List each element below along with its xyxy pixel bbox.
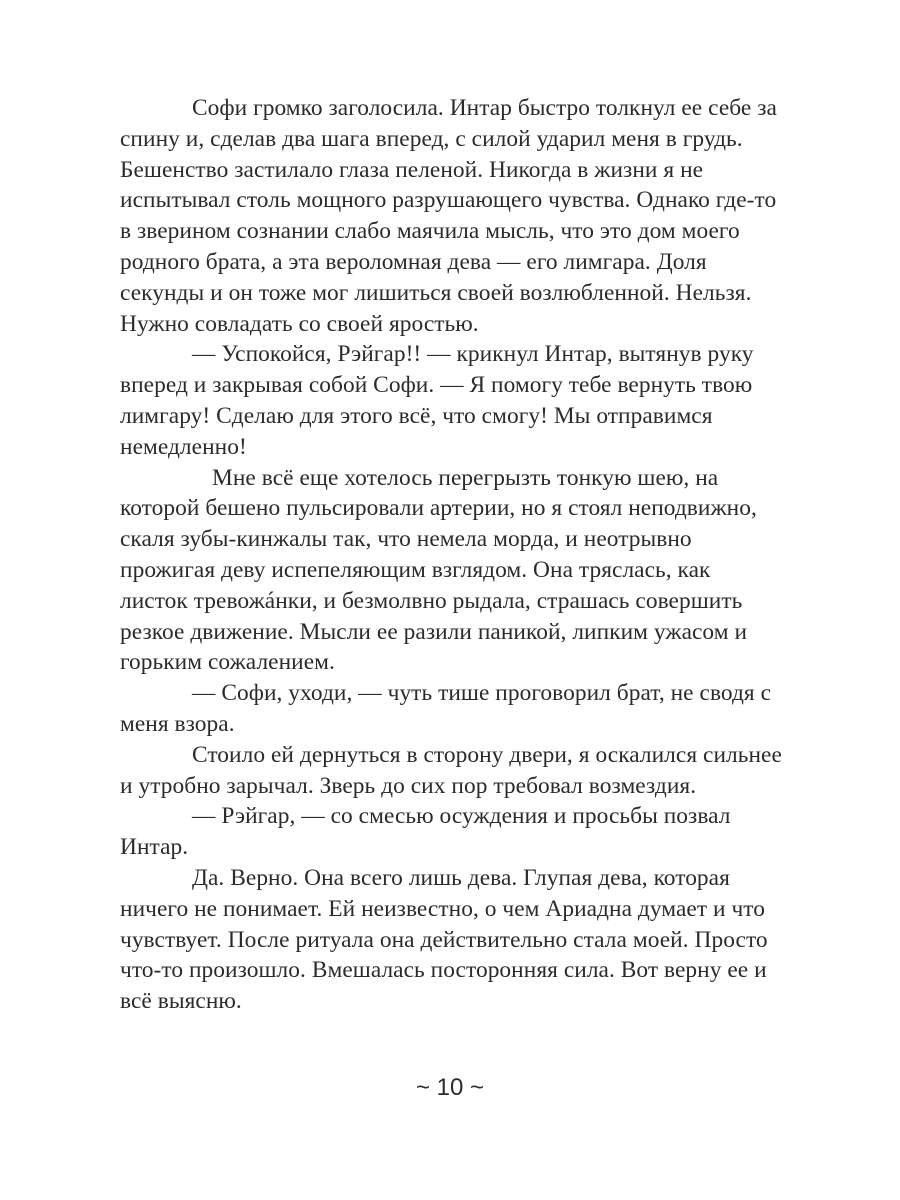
text-line: лимгару! Сделаю для этого всё, что смогу! Мы отправимся [120,402,713,429]
text-line: меня взора. [120,710,235,737]
text-line: Бешенство застилало глаза пеленой. Никогда в жизни я не [120,156,704,183]
text-line: Мне всё еще хотелось перегрызть тонкую шею, на [212,464,719,491]
text-line: Интар. [120,834,189,861]
text-line: резкое движение. Мысли ее разили паникой, липким ужасом и [120,618,748,645]
text-line: прожигая деву испепеляющим взглядом. Она тряслась, как [120,556,711,583]
text-line: спину и, сделав два шага вперед, с силой ударил меня в грудь. [120,125,743,152]
text-line: Нужно совладать со своей яростью. [120,310,479,337]
text-line: родного брата, а эта вероломная дева — его лимгара. Доля [120,248,707,275]
text-line: что-то произошло. Вмешалась посторонняя сила. Вот верну ее и [120,957,767,984]
text-line: которой бешено пульсировали артерии, но я стоял неподвижно, [120,495,757,522]
text-line: Стоило ей дернуться в сторону двери, я оскалился сильнее [192,741,782,768]
text-line: горьким сожалением. [120,649,335,676]
text-line: всё выясню. [120,988,242,1015]
text-line: — Рэйгар, — со смесью осуждения и просьбы позвал [192,803,731,830]
text-line: вперед и закрывая собой Софи. — Я помогу тебе вернуть твою [120,372,753,399]
text-line: Да. Верно. Она всего лишь дева. Глупая дева, которая [192,864,730,891]
text-line: — Успокойся, Рэйгар!! — крикнул Интар, вытянув руку [192,341,754,368]
text-line: — Софи, уходи, — чуть тише проговорил брат, не сводя с [192,680,772,707]
text-line: листок тревожáнки, и безмолвно рыдала, страшась совершить [120,587,743,614]
text-line: в зверином сознании слабо маячила мысль, что это дом моего [120,218,740,245]
text-line: испытывал столь мощного разрушающего чувства. Однако где-то [120,187,777,214]
page-text [120,93,788,1017]
text-line: секунды и он тоже мог лишиться своей возлюбленной. Нельзя. [120,279,752,306]
text-line: Софи громко заголосила. Интар быстро толкнул ее себе за [192,95,777,121]
text-line: и утробно зарычал. Зверь до сих пор требовал возмездия. [120,772,697,799]
page-number: ~ 10 ~ [415,1074,485,1101]
text-line: немедленно! [120,433,247,460]
text-line: скаля зубы-кинжалы так, что немела морда, и неотрывно [120,526,692,553]
text-line: чувствует. После ритуала она действительно стала моей. Просто [120,926,768,953]
text-line: ничего не понимает. Ей неизвестно, о чем Ариадна думает и что [120,895,766,922]
